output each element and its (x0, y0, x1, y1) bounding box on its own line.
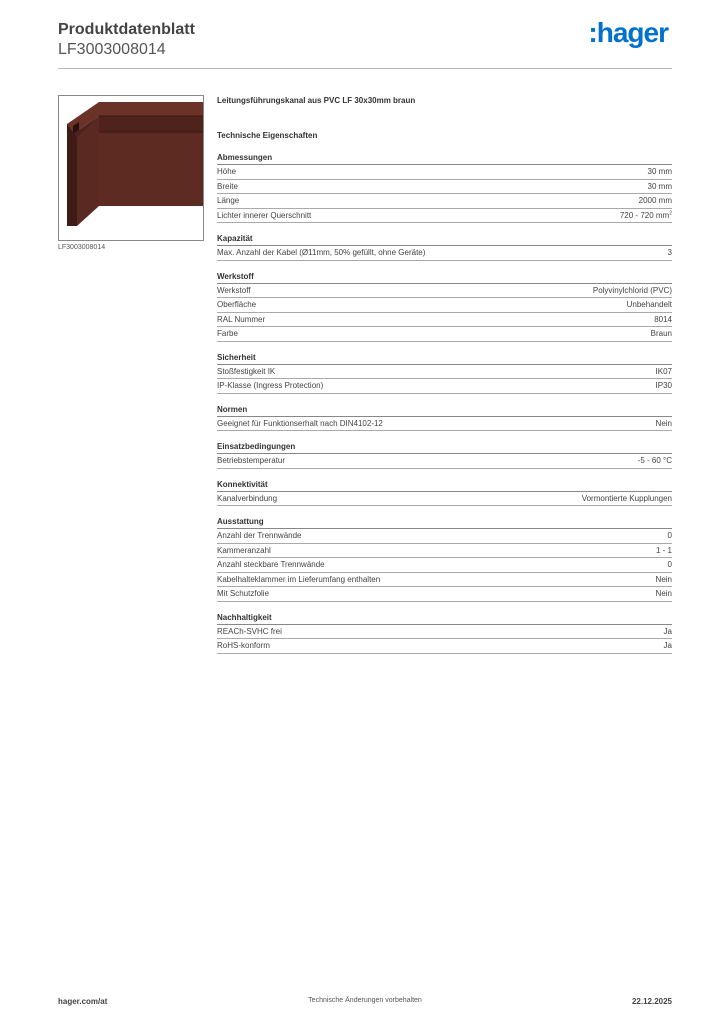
property-value-text: Polyvinylchlorid (PVC) (592, 285, 672, 295)
property-value (620, 209, 672, 223)
section-0 (217, 152, 672, 223)
product-description: Leitungsführungskanal aus PVC LF 30x30mm braun (217, 96, 416, 105)
properties-heading: Technische Eigenschaften (217, 131, 318, 140)
property-value-text: 8014 (654, 314, 672, 324)
property-value-text: Nein (655, 418, 672, 428)
property-value (638, 454, 672, 468)
property-value (656, 587, 672, 601)
document-title: Produktdatenblatt (58, 21, 195, 38)
property-value (582, 492, 672, 506)
property-value-text: IK07 (655, 366, 672, 376)
property-value (648, 180, 672, 194)
property-value-text: 0 (667, 560, 672, 569)
property-label: IP-Klasse (Ingress Protection) (217, 381, 324, 390)
section-title: Sicherheit (217, 352, 672, 365)
cable-duct-illustration (59, 96, 203, 240)
property-row (217, 639, 672, 654)
property-label: Höhe (217, 167, 237, 176)
section-title: Werkstoff (217, 271, 672, 284)
property-value-text: Ja (663, 641, 672, 650)
property-value (664, 639, 672, 653)
footer-date: 22.12.2025 (631, 997, 672, 1006)
property-row (217, 587, 672, 602)
property-label: Werkstoff (217, 285, 251, 295)
hager-logo (560, 18, 670, 48)
property-value-text: IP30 (655, 381, 672, 390)
property-value-text: Nein (655, 589, 672, 598)
property-value (654, 313, 672, 327)
property-value-text: -5 - 60 °C (637, 456, 672, 465)
section-title: Einsatzbedingungen (217, 441, 672, 454)
property-value (664, 625, 672, 639)
property-row (217, 246, 672, 261)
property-row (217, 165, 672, 180)
property-label: Breite (217, 181, 238, 191)
property-label: Mit Schutzfolie (217, 589, 270, 598)
property-value (627, 298, 672, 312)
section-title: Normen (217, 404, 672, 417)
section-4 (217, 404, 672, 432)
section-7 (217, 516, 672, 602)
property-value (668, 246, 672, 260)
property-value (656, 544, 672, 558)
property-label: Kammeranzahl (217, 545, 271, 555)
property-value-text: 30 mm (647, 167, 672, 176)
property-label: RAL Nummer (217, 314, 266, 324)
header-divider (58, 68, 672, 69)
property-label: Oberfläche (217, 300, 257, 309)
property-value (656, 379, 672, 393)
property-value-text: 3 (667, 248, 672, 257)
product-image (58, 95, 204, 241)
property-label: Farbe (217, 329, 238, 338)
section-6 (217, 479, 672, 507)
property-row (217, 284, 672, 299)
document-header (58, 20, 672, 68)
section-2 (217, 271, 672, 342)
section-title: Kapazität (217, 233, 672, 246)
property-row (217, 180, 672, 195)
property-label: Kabelhalteklammer im Lieferumfang enthalten (217, 574, 381, 584)
property-value (593, 284, 672, 298)
property-label: Länge (217, 196, 240, 205)
property-label: RoHS-konform (217, 641, 270, 650)
section-3 (217, 352, 672, 394)
section-title: Nachhaltigkeit (217, 612, 672, 625)
image-caption: LF3003008014 (58, 244, 106, 251)
property-value (668, 558, 672, 572)
property-row (217, 492, 672, 507)
property-value-text: 720 - 720 mm (619, 210, 670, 220)
property-label: REACh-SVHC frei (217, 626, 282, 636)
property-value (651, 327, 672, 341)
property-row (217, 529, 672, 544)
property-value-text: Vormontierte Kupplungen (581, 493, 672, 503)
property-row (217, 625, 672, 640)
property-label: Stoßfestigkeit IK (217, 366, 276, 376)
property-row (217, 558, 672, 573)
property-value (656, 573, 672, 587)
property-value (648, 165, 672, 179)
property-value (668, 529, 672, 543)
property-row (217, 365, 672, 380)
property-label: Anzahl steckbare Trennwände (217, 560, 325, 569)
property-value-text: 1 - 1 (655, 545, 672, 555)
property-row (217, 544, 672, 559)
footer-note: Technische Änderungen vorbehalten (308, 997, 422, 1004)
property-value (656, 417, 672, 431)
property-row (217, 327, 672, 342)
property-sections (217, 152, 672, 654)
property-value-text: 2000 mm (638, 196, 672, 205)
section-title: Abmessungen (217, 152, 672, 165)
property-row (217, 417, 672, 432)
property-label: Anzahl der Trennwände (217, 531, 302, 540)
section-1 (217, 233, 672, 261)
section-8 (217, 612, 672, 654)
property-row (217, 454, 672, 469)
property-row (217, 379, 672, 394)
section-title: Konnektivität (217, 479, 672, 492)
property-label: Lichter innerer Querschnitt (217, 210, 312, 220)
property-value-text: Ja (663, 626, 672, 636)
property-value-text: 0 (667, 531, 672, 540)
property-label: Betriebstemperatur (217, 456, 286, 465)
property-row (217, 209, 672, 224)
property-value (639, 194, 672, 208)
section-title: Ausstattung (217, 516, 672, 529)
section-5 (217, 441, 672, 469)
property-row (217, 194, 672, 209)
footer-website[interactable]: hager.com/at (58, 997, 108, 1006)
product-content (217, 95, 672, 654)
property-row (217, 298, 672, 313)
property-row (217, 573, 672, 588)
property-label: Geeignet für Funktionserhalt nach DIN4102-12 (217, 418, 383, 428)
property-value (656, 365, 672, 379)
property-value-text: Nein (655, 574, 672, 584)
property-row (217, 313, 672, 328)
unit-superscript: 2 (669, 209, 672, 216)
property-value-text: Unbehandelt (626, 300, 672, 309)
property-value-text: Braun (650, 329, 672, 338)
hager-logo-text: :hager (588, 18, 668, 48)
property-label: Kanalverbindung (217, 493, 278, 503)
property-value-text: 30 mm (647, 181, 672, 191)
article-number: LF3003008014 (58, 41, 166, 58)
property-label: Max. Anzahl der Kabel (Ø11mm, 50% gefüllt, ohne Geräte) (217, 248, 426, 257)
